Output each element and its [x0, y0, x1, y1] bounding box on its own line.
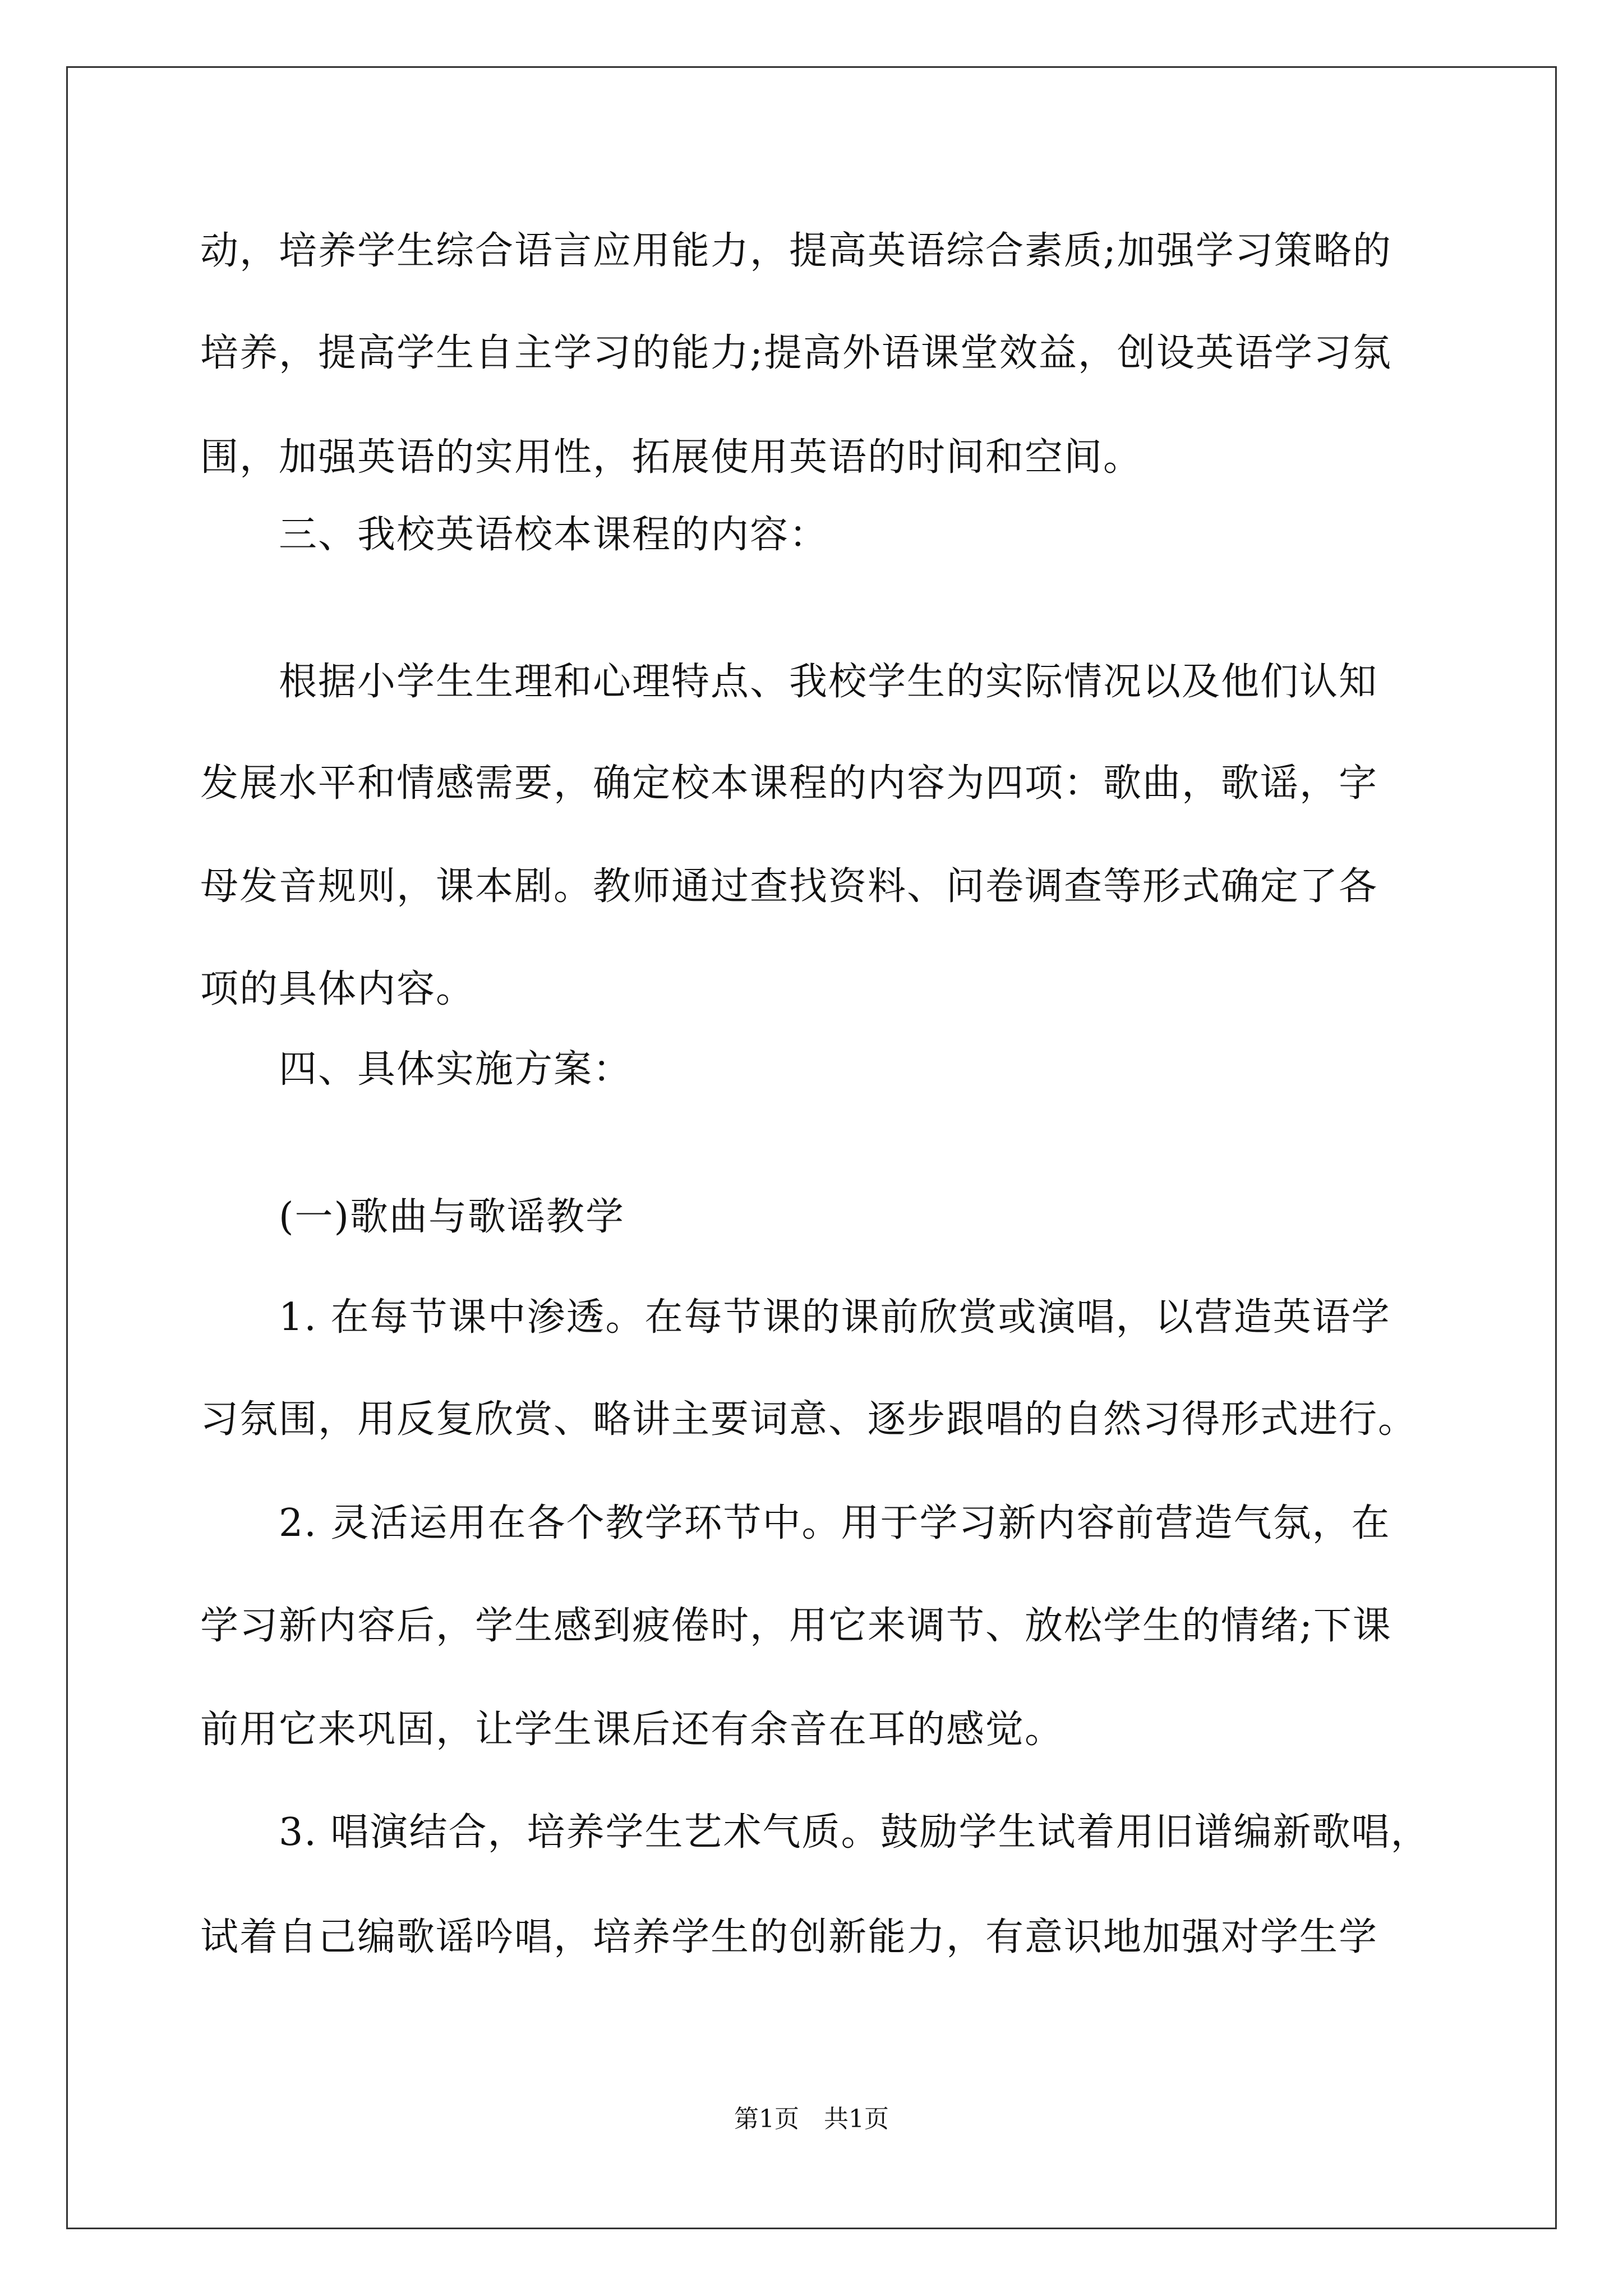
- subsection-heading: (一)歌曲与歌谣教学: [200, 1195, 625, 1239]
- text-line: 3. 唱演结合，培养学生艺术气质。鼓励学生试着用旧谱编新歌唱，: [200, 1810, 1430, 1855]
- text-line: 1. 在每节课中渗透。在每节课的课前欣赏或演唱，以营造英语学: [200, 1295, 1391, 1340]
- text-line: 学习新内容后，学生感到疲倦时，用它来调节、放松学生的情绪;下课: [200, 1604, 1392, 1648]
- text-line: 试着自己编歌谣吟唱，培养学生的创新能力，有意识地加强对学生学: [200, 1915, 1378, 1959]
- text-line: 习氛围，用反复欣赏、略讲主要词意、逐步跟唱的自然习得形式进行。: [200, 1397, 1418, 1442]
- text-line: 发展水平和情感需要，确定校本课程的内容为四项：歌曲，歌谣，字: [200, 761, 1378, 806]
- text-line: 培养，提高学生自主学习的能力;提高外语课堂效益，创设英语学习氛: [200, 331, 1392, 375]
- text-line: 动，培养学生综合语言应用能力，提高英语综合素质;加强学习策略的: [200, 229, 1392, 273]
- section-heading: 四、具体实施方案：: [200, 1047, 633, 1092]
- text-line: 项的具体内容。: [200, 967, 476, 1011]
- text-line: 围，加强英语的实用性，拓展使用英语的时间和空间。: [200, 435, 1143, 480]
- text-line: 2. 灵活运用在各个教学环节中。用于学习新内容前营造气氛，在: [200, 1501, 1391, 1545]
- section-heading: 三、我校英语校本课程的内容：: [200, 513, 829, 557]
- page-number: 第1页 共1页: [734, 2105, 889, 2133]
- text-line: 根据小学生生理和心理特点、我校学生的实际情况以及他们认知: [200, 660, 1378, 704]
- page-border: [66, 66, 1557, 2229]
- text-line: 母发音规则，课本剧。教师通过查找资料、问卷调查等形式确定了各: [200, 864, 1378, 909]
- text-line: 前用它来巩固，让学生课后还有余音在耳的感觉。: [200, 1708, 1064, 1752]
